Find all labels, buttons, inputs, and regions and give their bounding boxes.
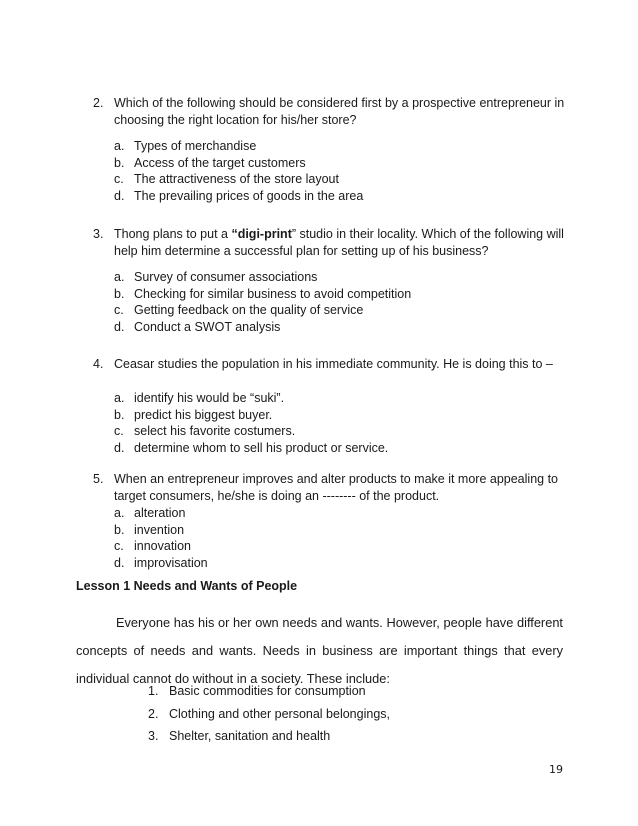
list-number: 1. [148,684,159,698]
lesson-heading: Lesson 1 Needs and Wants of People [76,579,298,593]
list-number: 2. [148,706,159,721]
option-text: improvisation [134,555,208,570]
option [114,505,573,522]
option-letter: b. [114,522,125,537]
list-item [148,684,390,707]
option-text: predict his biggest buyer. [134,407,273,422]
question-number: 2. [93,96,104,110]
option [114,286,573,303]
option [114,319,573,336]
needs-list [148,684,390,752]
option-text: The prevailing prices of goods in the area [134,188,364,203]
option-text: The attractiveness of the store layout [134,172,339,187]
lesson-paragraph [76,609,563,693]
stem-emphasis: “digi-print [231,227,292,241]
option-letter: a. [114,391,125,405]
option-text: Checking for similar business to avoid competition [134,286,412,301]
option-letter: d. [114,188,125,203]
question-stem: Ceasar studies the population in his immediate community. He is doing this to – [114,357,553,371]
option-letter: b. [114,407,125,422]
question-stem: Which of the following should be considered first by a prospective entrepreneur in choosing the right location for his/her store? [114,96,565,127]
option-text: Types of merchandise [134,139,257,153]
option-letter: a. [114,506,125,520]
option-letter: c. [114,303,124,318]
question-number: 5. [93,472,104,486]
option [114,522,573,539]
question-number: 3. [93,227,104,241]
list-text: Shelter, sanitation and health [169,729,331,743]
page-number: 19 [549,763,563,776]
option-text: Conduct a SWOT analysis [134,319,281,334]
option-list [114,390,573,456]
option-text: innovation [134,539,191,554]
option-text: Access of the target customers [134,155,306,170]
option [114,138,573,155]
option-text: identify his would be “suki”. [134,391,285,405]
option [114,188,573,205]
option-letter: b. [114,286,125,301]
option [114,302,573,319]
option [114,538,573,555]
option [114,269,573,286]
option-letter: a. [114,270,125,284]
list-number: 3. [148,729,159,743]
option [114,407,573,424]
question-2 [93,95,573,204]
option [114,171,573,188]
option-text: select his favorite costumers. [134,424,296,439]
list-text: Clothing and other personal belongings, [169,706,390,721]
option-list [114,505,573,571]
option-letter: d. [114,319,125,334]
question-5 [93,471,573,571]
option-letter: c. [114,172,124,187]
option [114,390,573,407]
option [114,423,573,440]
question-3 [93,226,573,335]
option-letter: c. [114,539,124,554]
option-letter: a. [114,139,125,153]
option-text: Survey of consumer associations [134,270,318,284]
list-item [148,707,390,730]
stem-text: Thong plans to put a [114,227,232,241]
option-letter: b. [114,155,125,170]
list-item [148,729,390,752]
stem-text: ” studio in their locality. Which of the following will help him determine a successful plan for setting up of his business? [114,227,564,258]
list-text: Basic commodities for consumption [169,684,366,698]
option-letter: d. [114,555,125,570]
option-text: Getting feedback on the quality of service [134,303,364,318]
option-text: determine whom to sell his product or service. [134,440,389,455]
question-stem: When an entrepreneur improves and alter products to make it more appealing to target consumers, he/she is doing an -------- of the product. [114,472,558,503]
option [114,555,573,572]
question-stem [114,226,573,260]
option-list [114,138,573,204]
question-number: 4. [93,357,104,371]
option [114,440,573,457]
option-letter: c. [114,424,124,439]
option-text: alteration [134,506,186,520]
paragraph-text: Everyone has his or her own needs and wants. However, people have different concepts of needs and wants. Needs in business are important things that every individual cannot do without in a society. These include: [76,615,563,686]
option-letter: d. [114,440,125,455]
question-4 [93,356,573,456]
option-list [114,269,573,335]
option [114,155,573,172]
option-text: invention [134,522,185,537]
